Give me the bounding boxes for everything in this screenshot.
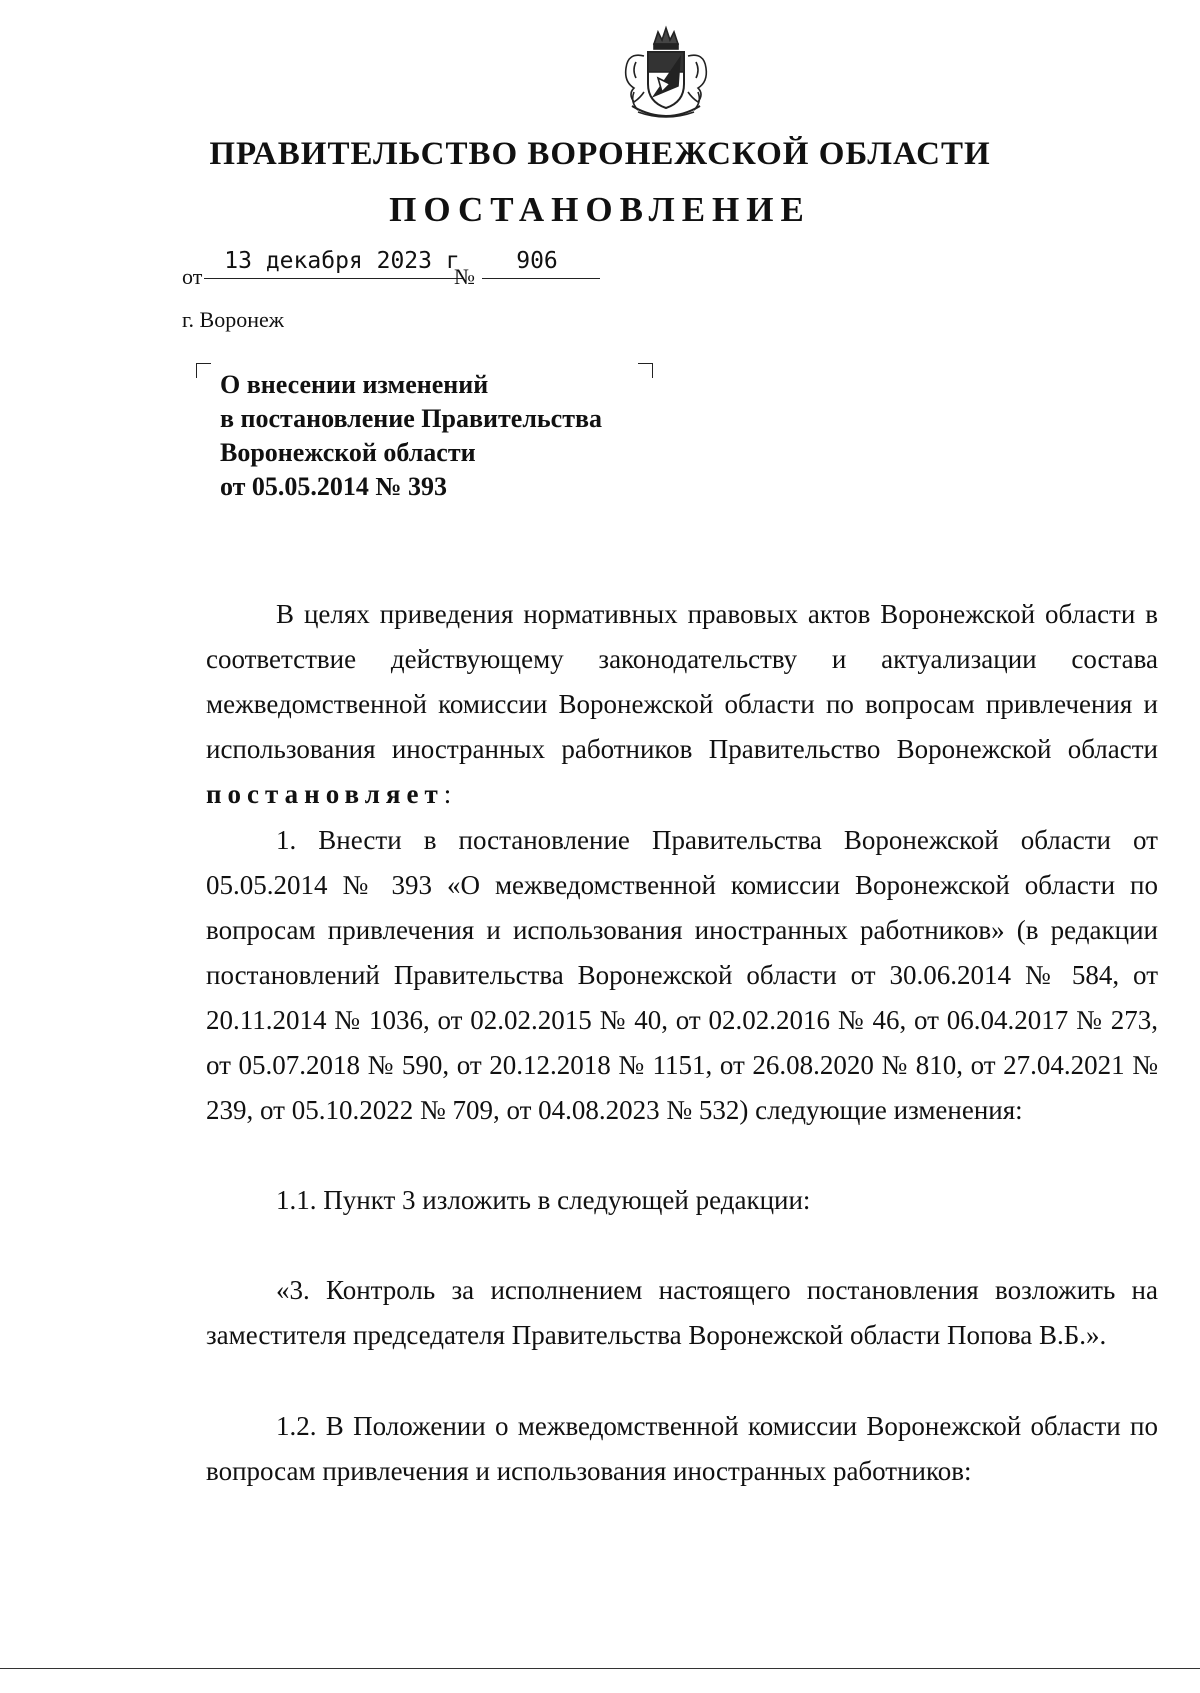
item-1-paragraph: 1. Внести в постановление Правительства Воронежской области от 05.05.2014 № 393 «О межведомственной комиссии Воронежской области по вопросам привлечения и использования иностранных работников» (в редакции постановлений Правительства Воронежской области от 30.06.2014 № 584, от 20.11.2014 № 1036, от 02.02.2015 № 40, от 02.02.2016 № 46, от 06.04.2017 № 273, от 05.07.2018 № 590, от 20.12.2018 № 1151, от 26.08.2020 № 810, от 27.04.2021 № 239, от 05.10.2022 № 709, от 04.08.2023 № 532) следующие изменения: [206, 825, 1158, 1125]
government-name: ПРАВИТЕЛЬСТВО ВОРОНЕЖСКОЙ ОБЛАСТИ [209, 136, 991, 172]
subject-line-2: в постановление Правительства [220, 404, 603, 433]
bottom-rule [0, 1668, 1200, 1669]
preamble-text: В целях приведения нормативных правовых актов Воронежской области в соответствие действующему законодательству и актуализации состава межведомственной комиссии Воронежской области по вопросам привлечения и использования иностранных работников Правительство Воронежской области [206, 599, 1158, 764]
resolves-word: постановляет [206, 779, 444, 809]
document-number: 906 [516, 248, 558, 274]
subject-line-4: от 05.05.2014 № 393 [220, 472, 448, 501]
item-1-1-paragraph: 1.1. Пункт 3 изложить в следующей редакции: [276, 1185, 811, 1215]
item-1-2-paragraph: 1.2. В Положении о межведомственной комиссии Воронежской области по вопросам привлечения и использования иностранных работников: [206, 1411, 1158, 1486]
city: г. Воронеж [182, 307, 284, 332]
preamble-paragraph [206, 592, 1158, 817]
item-1-1-quote-paragraph: «3. Контроль за исполнением настоящего постановления возложить на заместителя председателя Правительства Воронежской области Попова В.Б.». [206, 1275, 1158, 1350]
subject-title [220, 368, 602, 504]
subject-line-3: Воронежской области [220, 438, 476, 467]
date-prefix: от [182, 264, 203, 289]
subject-corner-right [638, 363, 653, 378]
document-type: ПОСТАНОВЛЕНИЕ [389, 190, 811, 229]
coat-of-arms-icon [614, 22, 718, 128]
number-label: № [454, 264, 475, 289]
number-underline [482, 278, 600, 279]
subject-line-1: О внесении изменений [220, 370, 489, 399]
resolves-colon: : [443, 779, 452, 809]
document-date: 13 декабря 2023 г [224, 248, 460, 274]
date-underline [204, 278, 464, 279]
subject-corner-left [196, 363, 211, 378]
date-number-line [182, 248, 662, 288]
